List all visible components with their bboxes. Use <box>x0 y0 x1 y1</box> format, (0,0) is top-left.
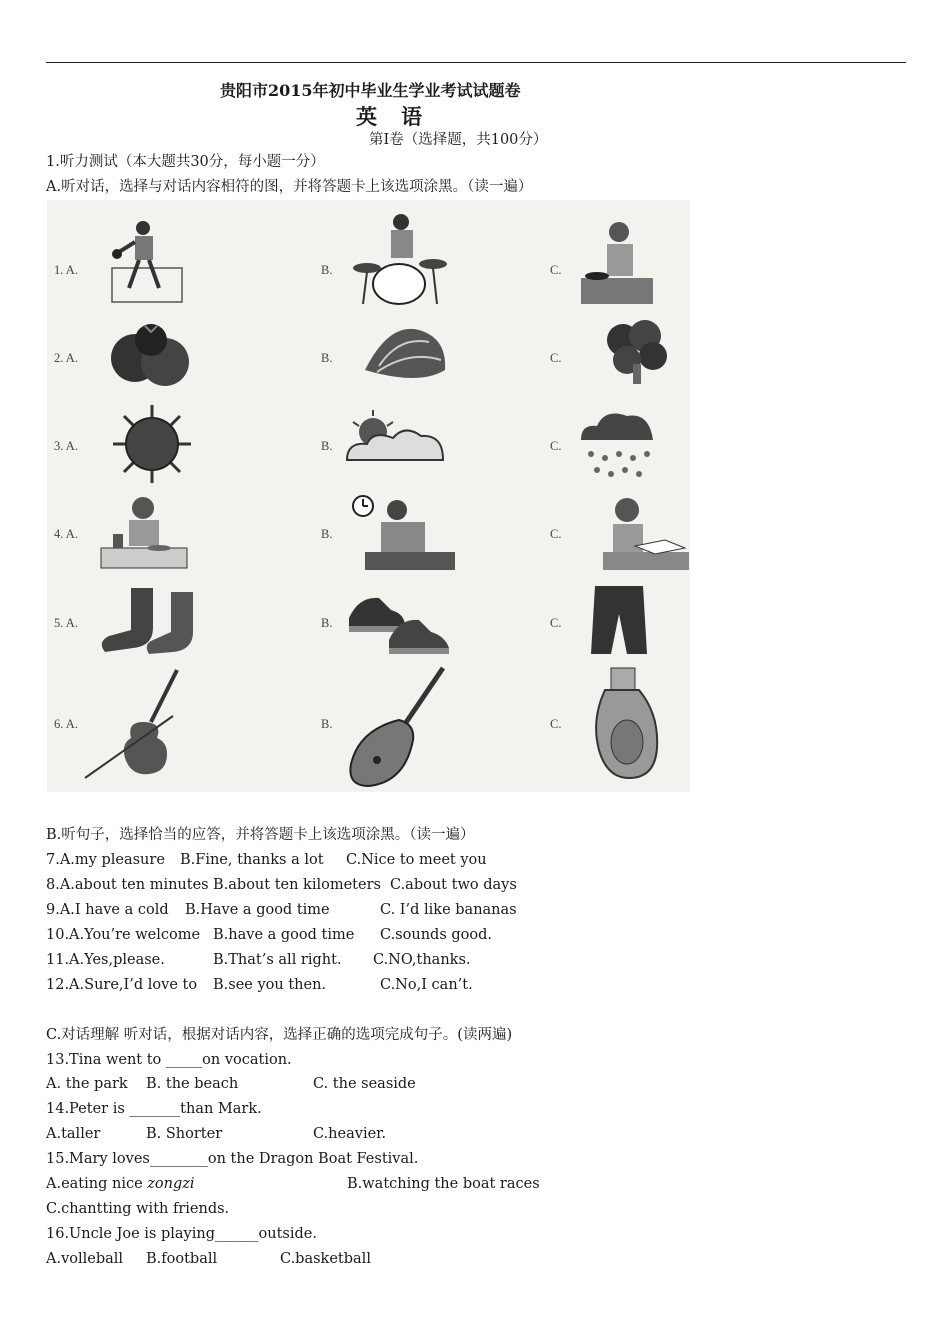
sun-icon <box>111 403 193 485</box>
socks-icon <box>97 586 201 656</box>
q13-option-c: C. the seaside <box>313 1076 416 1092</box>
q7-option-b: B.Fine, thanks a lot <box>180 852 324 868</box>
q13-stem: 13.Tina went to _____on vocation. <box>46 1052 292 1068</box>
q9-option-b: B.Have a good time <box>185 902 330 918</box>
row-2-label-c: C. <box>550 351 562 365</box>
q11-option-b: B.That’s all right. <box>213 952 342 968</box>
row-6-label-b: B. <box>321 717 333 731</box>
q10-option-a: 10.A.You’re welcome <box>46 927 201 943</box>
shorts-icon <box>591 584 647 656</box>
tuba-icon <box>587 666 659 782</box>
exam-title: 贵阳市2015年初中毕业生学业考试试题卷 <box>220 81 521 100</box>
q12-option-c: C.No,I can’t. <box>380 977 473 993</box>
row-4-label-a: 4. A. <box>54 527 78 541</box>
row-5-label-c: C. <box>550 616 562 630</box>
q14-option-a: A.taller <box>46 1126 101 1142</box>
row-6-label-a: 6. A. <box>54 717 78 731</box>
q10-option-c: C.sounds good. <box>380 927 492 943</box>
q12-option-a: 12.A.Sure,I’d love to <box>46 977 198 993</box>
row-4-label-b: B. <box>321 527 333 541</box>
q13-option-b: B. the beach <box>146 1076 239 1092</box>
row-1-label-a: 1. A. <box>54 263 78 277</box>
cabbage-icon <box>359 320 451 388</box>
q16-stem: 16.Uncle Joe is playing______outside. <box>46 1226 317 1242</box>
rain-cloud-icon <box>577 404 657 484</box>
row-1-label-b: B. <box>321 263 333 277</box>
q11-option-a: 11.A.Yes,please. <box>46 952 165 968</box>
q10-option-b: B.have a good time <box>213 927 355 943</box>
q9-option-c: C. I’d like bananas <box>380 902 517 918</box>
pipa-icon <box>343 666 447 788</box>
q15-option-a-text: A.eating nice <box>46 1176 148 1192</box>
row-2-label-a: 2. A. <box>54 351 78 365</box>
q7-option-a: 7.A.my pleasure <box>46 852 165 868</box>
volume-title: 第Ⅰ卷（选择题，共100分） <box>369 132 548 148</box>
row-1-label-c: C. <box>550 263 562 277</box>
q15-option-c: C.chantting with friends. <box>46 1201 230 1217</box>
q15-option-b: B.watching the boat races <box>347 1176 540 1192</box>
picture-grid <box>47 200 690 792</box>
row-4-label-c: C. <box>550 527 562 541</box>
row-5-label-b: B. <box>321 616 333 630</box>
row-3-label-a: 3. A. <box>54 439 78 453</box>
q14-option-c: C.heavier. <box>313 1126 387 1142</box>
q13-option-a: A. the park <box>46 1076 128 1092</box>
q8-option-b: B.about ten kilometers <box>213 877 381 893</box>
drummer-icon <box>349 212 449 306</box>
part-a-instruction: A.听对话，选择与对话内容相符的图，并将答题卡上该选项涂黑。（读一遍） <box>46 179 533 195</box>
q11-option-c: C.NO,thanks. <box>373 952 471 968</box>
row-2-label-b: B. <box>321 351 333 365</box>
q14-stem: 14.Peter is _______than Mark. <box>46 1101 262 1117</box>
boy-cooking-icon <box>577 218 657 306</box>
q15-option-a <box>46 1175 195 1193</box>
q15-stem: 15.Mary loves________on the Dragon Boat Festival. <box>46 1151 419 1167</box>
man-eating-breakfast-icon <box>99 494 189 570</box>
row-6-label-c: C. <box>550 717 562 731</box>
part-b-instruction: B.听句子，选择恰当的应答，并将答题卡上该选项涂黑。（读一遍） <box>46 827 475 843</box>
header-rule <box>46 62 906 63</box>
q9-option-a: 9.A.I have a cold <box>46 902 169 918</box>
q15-option-a-italic: zongzi <box>147 1176 195 1192</box>
q8-option-a: 8.A.about ten minutes <box>46 877 209 893</box>
table-tennis-player-icon <box>107 218 187 304</box>
tomatoes-icon <box>105 318 195 394</box>
q7-option-c: C.Nice to meet you <box>346 852 487 868</box>
violin-icon <box>83 666 193 784</box>
q16-option-c: C.basketball <box>280 1251 371 1267</box>
sneakers-icon <box>347 588 451 656</box>
q12-option-b: B.see you then. <box>213 977 327 993</box>
q14-option-b: B. Shorter <box>146 1126 223 1142</box>
row-3-label-b: B. <box>321 439 333 453</box>
boy-reading-icon <box>601 494 691 572</box>
row-3-label-c: C. <box>550 439 562 453</box>
row-5-label-a: 5. A. <box>54 616 78 630</box>
q8-option-c: C.about two days <box>390 877 517 893</box>
subject-title: 英语 <box>356 104 446 129</box>
section-heading: 1.听力测试（本大题共30分，每小题一分） <box>46 154 325 170</box>
sun-behind-clouds-icon <box>343 410 447 464</box>
part-c-instruction: C.对话理解 听对话，根据对话内容，选择正确的选项完成句子。(读两遍) <box>46 1027 513 1043</box>
q16-option-b: B.football <box>146 1251 218 1267</box>
q16-option-a: A.volleball <box>46 1251 124 1267</box>
broccoli-icon <box>603 318 669 388</box>
man-sleeping-clock-icon <box>351 494 457 572</box>
